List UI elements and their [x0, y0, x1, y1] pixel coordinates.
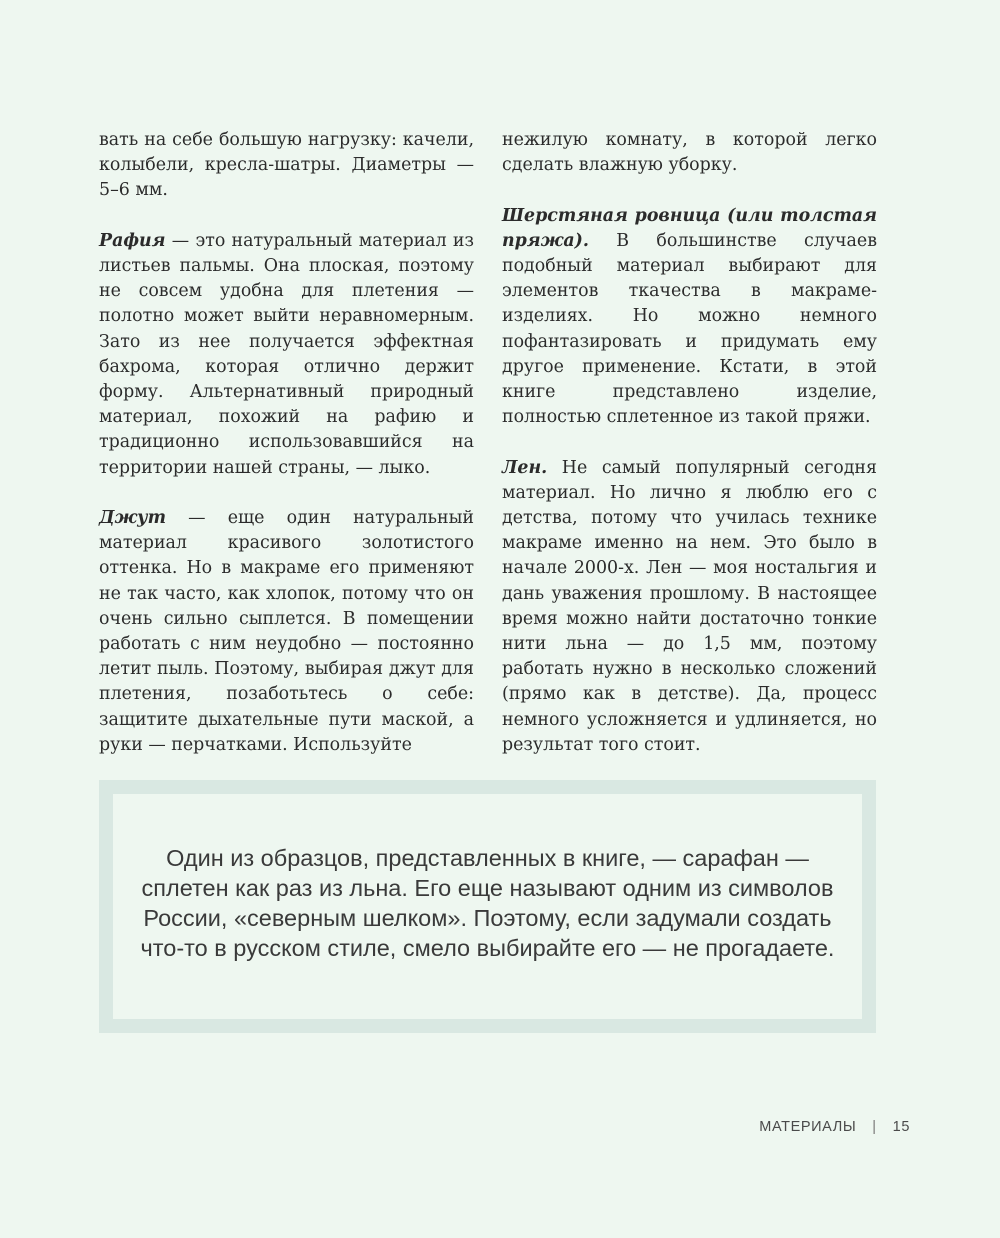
paragraph-room-continuation: [502, 128, 877, 178]
callout-inner: [113, 794, 862, 1019]
term-wool-roving: Шерстяная ровница (или толстая пряжа).: [502, 205, 877, 251]
paragraph-load-continuation: [99, 128, 474, 204]
paragraph-linen: [502, 456, 877, 758]
paragraph-text: вать на себе большую нагрузку: качели, колыбели, кресла-шатры. Диаметры — 5–6 мм.: [99, 130, 474, 201]
paragraph-text: нежилую комнату, в которой легко сделать влажную уборку.: [502, 130, 877, 176]
paragraph-wool-roving: [502, 204, 877, 431]
callout-box: [99, 780, 876, 1033]
paragraph-text: В большинстве случаев подобный материал выбирают для элементов ткачества в макраме-изделиях. Но можно немного пофантазировать и придумать ему другое применение. Кстати, в этой книге представлено изделие, полностью сплетенное из такой пряжи.: [502, 230, 877, 428]
section-title: МАТЕРИАЛЫ: [759, 1119, 857, 1135]
footer-separator: |: [872, 1119, 877, 1135]
page-footer: [759, 1119, 910, 1135]
page-number: 15: [892, 1119, 910, 1135]
paragraph-jute: [99, 506, 474, 758]
term-raffia: Рафия: [99, 230, 166, 251]
term-linen: Лен.: [502, 457, 548, 478]
callout-text: Один из образцов, представленных в книге, — сарафан — сплетен как раз из льна. Его еще называют одним из символов России, «северным шелком». Поэтому, если задумали создать что-то в русском стиле, смело выбирайте его — не прогадаете.: [140, 844, 835, 961]
right-column: [502, 128, 877, 783]
paragraph-text: — еще один натуральный материал красивого золотистого оттенка. Но в макраме его применяют не так часто, как хлопок, потому что он очень сильно сыплется. В помещении работать с ним неудобно — постоянно летит пыль. Поэтому, выбирая джут для плетения, позаботьтесь о себе: защитите дыхательные пути маской, а руки — перчатками. Используйте: [99, 508, 474, 755]
term-jute: Джут: [99, 508, 166, 529]
paragraph-raffia: [99, 229, 474, 481]
paragraph-text: — это натуральный материал из листьев пальмы. Она плоская, поэтому не совсем удобна для плетения — полотно может выйти неравномерным. Зато из нее получается эффектная бахрома, которая отлично держит форму. Альтернативный природный материал, похожий на рафию и традиционно использовавшийся на территории нашей страны, — лыко.: [99, 230, 474, 478]
paragraph-text: Не самый популярный сегодня материал. Но лично я люблю его с детства, потому что училась технике макраме именно на нем. Это было в начале 2000-х. Лен — моя ностальгия и дань уважения прошлому. В настоящее время можно найти достаточно тонкие нити льна — до 1,5 мм, поэтому работать нужно в несколько сложений (прямо как в детстве). Да, процесс немного усложняется и удлиняется, но результат того стоит.: [502, 457, 877, 755]
left-column: [99, 128, 474, 783]
